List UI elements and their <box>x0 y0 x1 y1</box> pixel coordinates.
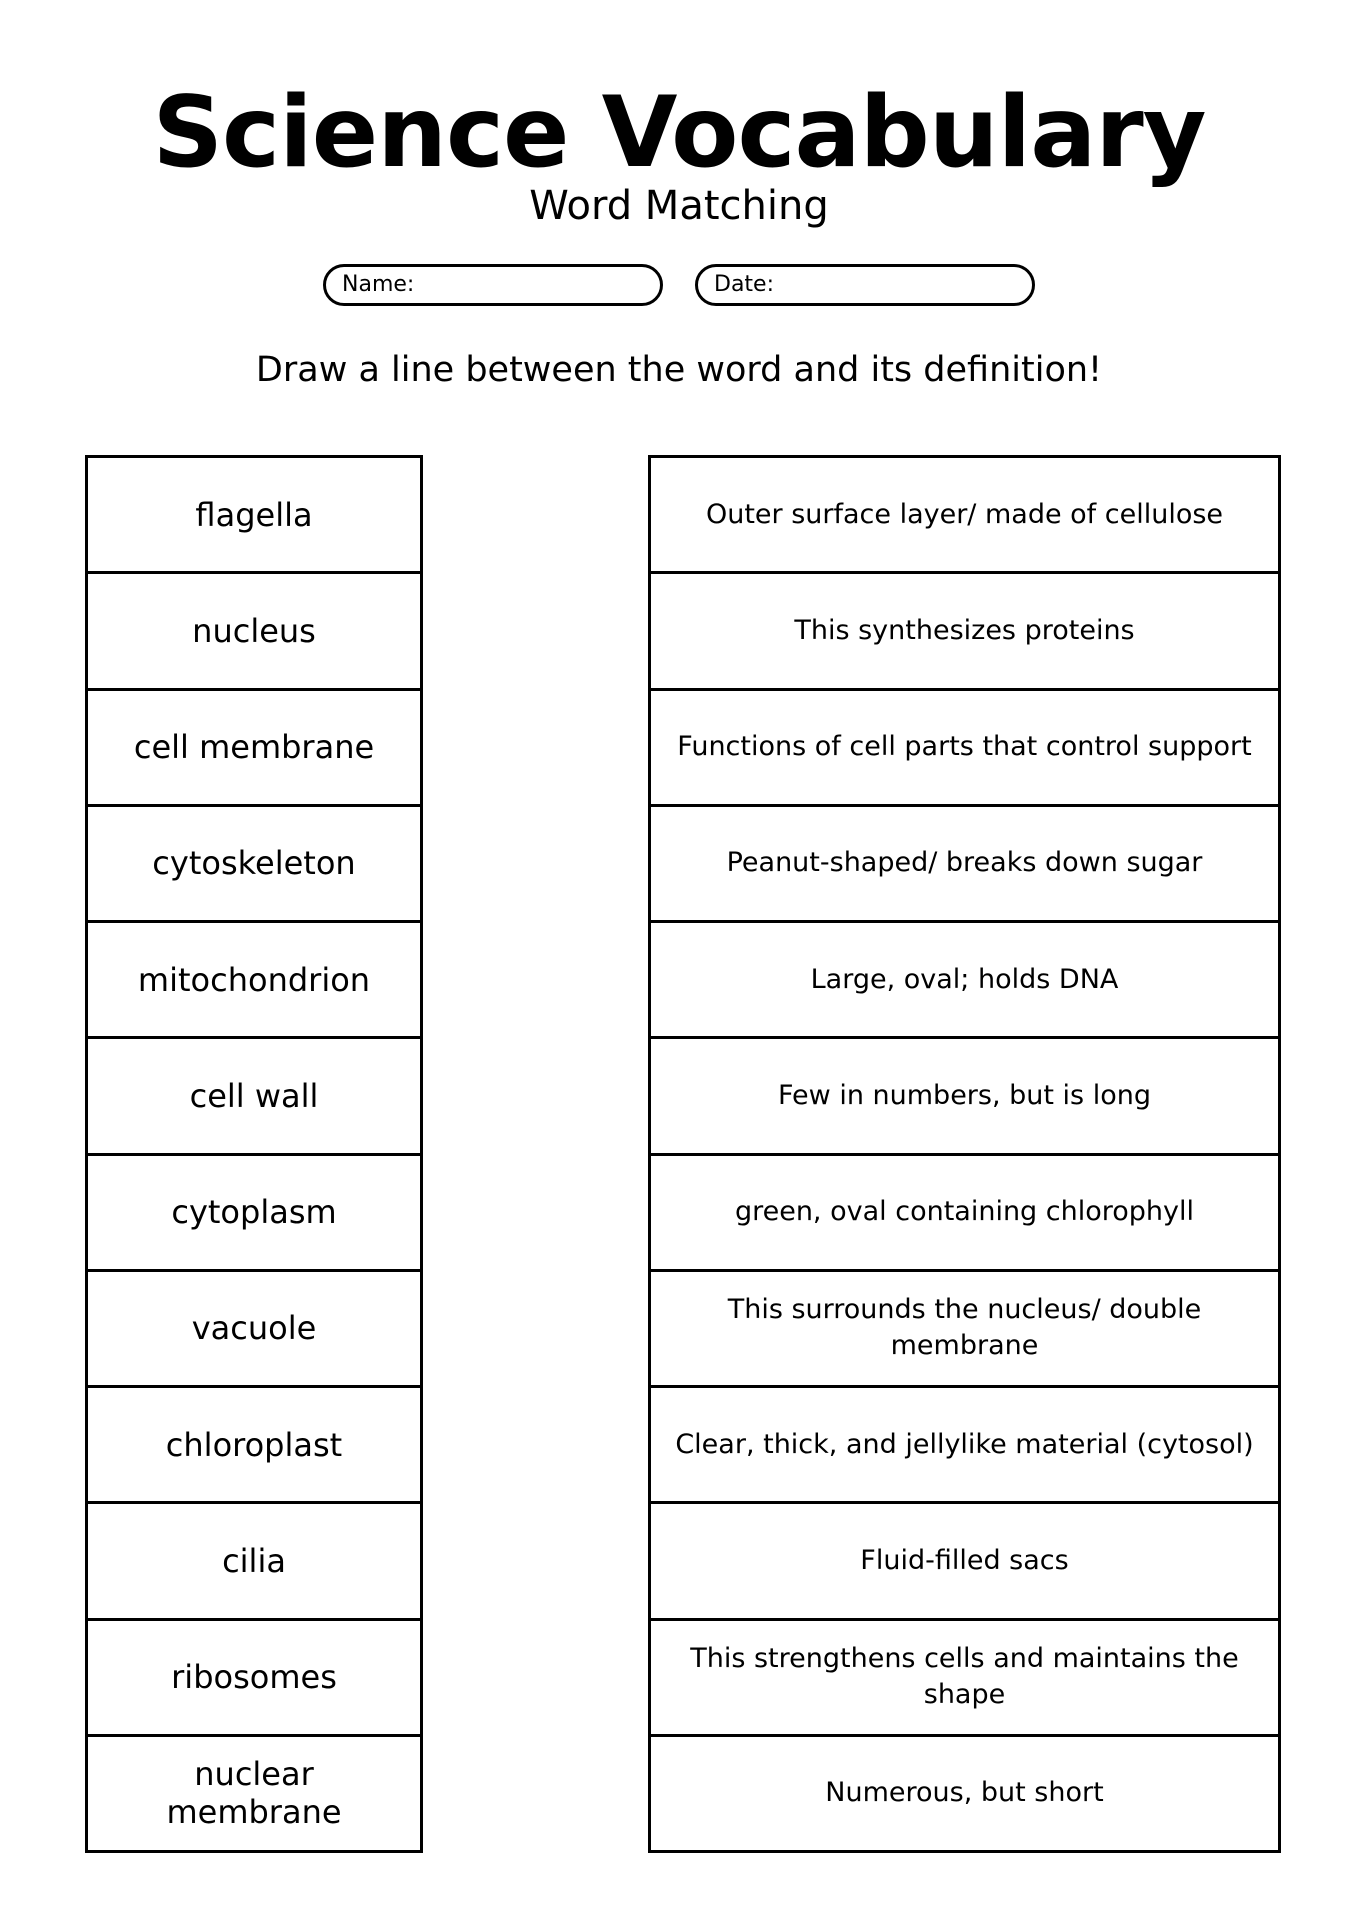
word-cell[interactable]: cytoplasm <box>88 1156 420 1272</box>
word-cell[interactable]: cytoskeleton <box>88 807 420 923</box>
definition-cell[interactable]: Outer surface layer/ made of cellulose <box>651 458 1278 574</box>
word-cell[interactable]: ribosomes <box>88 1621 420 1737</box>
name-label: Name: <box>342 272 415 297</box>
date-label: Date: <box>714 272 774 297</box>
definition-cell[interactable]: This strengthens cells and maintains the shape <box>651 1621 1278 1737</box>
definition-cell[interactable]: This synthesizes proteins <box>651 574 1278 690</box>
definition-cell[interactable]: Few in numbers, but is long <box>651 1039 1278 1155</box>
word-cell[interactable]: nuclear membrane <box>166 1755 342 1832</box>
definition-cell[interactable]: Large, oval; holds DNA <box>651 923 1278 1039</box>
word-cell[interactable]: vacuole <box>88 1272 420 1388</box>
word-cell[interactable]: chloroplast <box>88 1388 420 1504</box>
definition-cell[interactable]: Peanut-shaped/ breaks down sugar <box>651 807 1278 923</box>
worksheet-subtitle: Word Matching <box>529 183 829 229</box>
date-field[interactable] <box>695 264 1035 306</box>
definition-cell[interactable]: Numerous, but short <box>825 1777 1104 1809</box>
definition-cell[interactable]: green, oval containing chlorophyll <box>651 1156 1278 1272</box>
word-cell[interactable]: flagella <box>88 458 420 574</box>
worksheet-title: Science Vocabulary <box>152 76 1206 190</box>
definition-cell[interactable]: Clear, thick, and jellylike material (cytosol) <box>651 1388 1278 1504</box>
definition-cell[interactable]: Fluid-filled sacs <box>651 1504 1278 1620</box>
name-field[interactable] <box>323 264 663 306</box>
definition-cell[interactable]: Functions of cell parts that control support <box>651 691 1278 807</box>
word-column <box>85 455 423 1853</box>
word-cell[interactable]: nucleus <box>88 574 420 690</box>
definition-column <box>648 455 1281 1853</box>
word-cell[interactable]: mitochondrion <box>88 923 420 1039</box>
word-cell[interactable]: cell wall <box>88 1039 420 1155</box>
word-cell[interactable]: cell membrane <box>88 691 420 807</box>
definition-cell[interactable]: This surrounds the nucleus/ double membrane <box>651 1272 1278 1388</box>
instructions: Draw a line between the word and its definition! <box>255 350 1103 390</box>
word-cell[interactable]: cilia <box>88 1504 420 1620</box>
